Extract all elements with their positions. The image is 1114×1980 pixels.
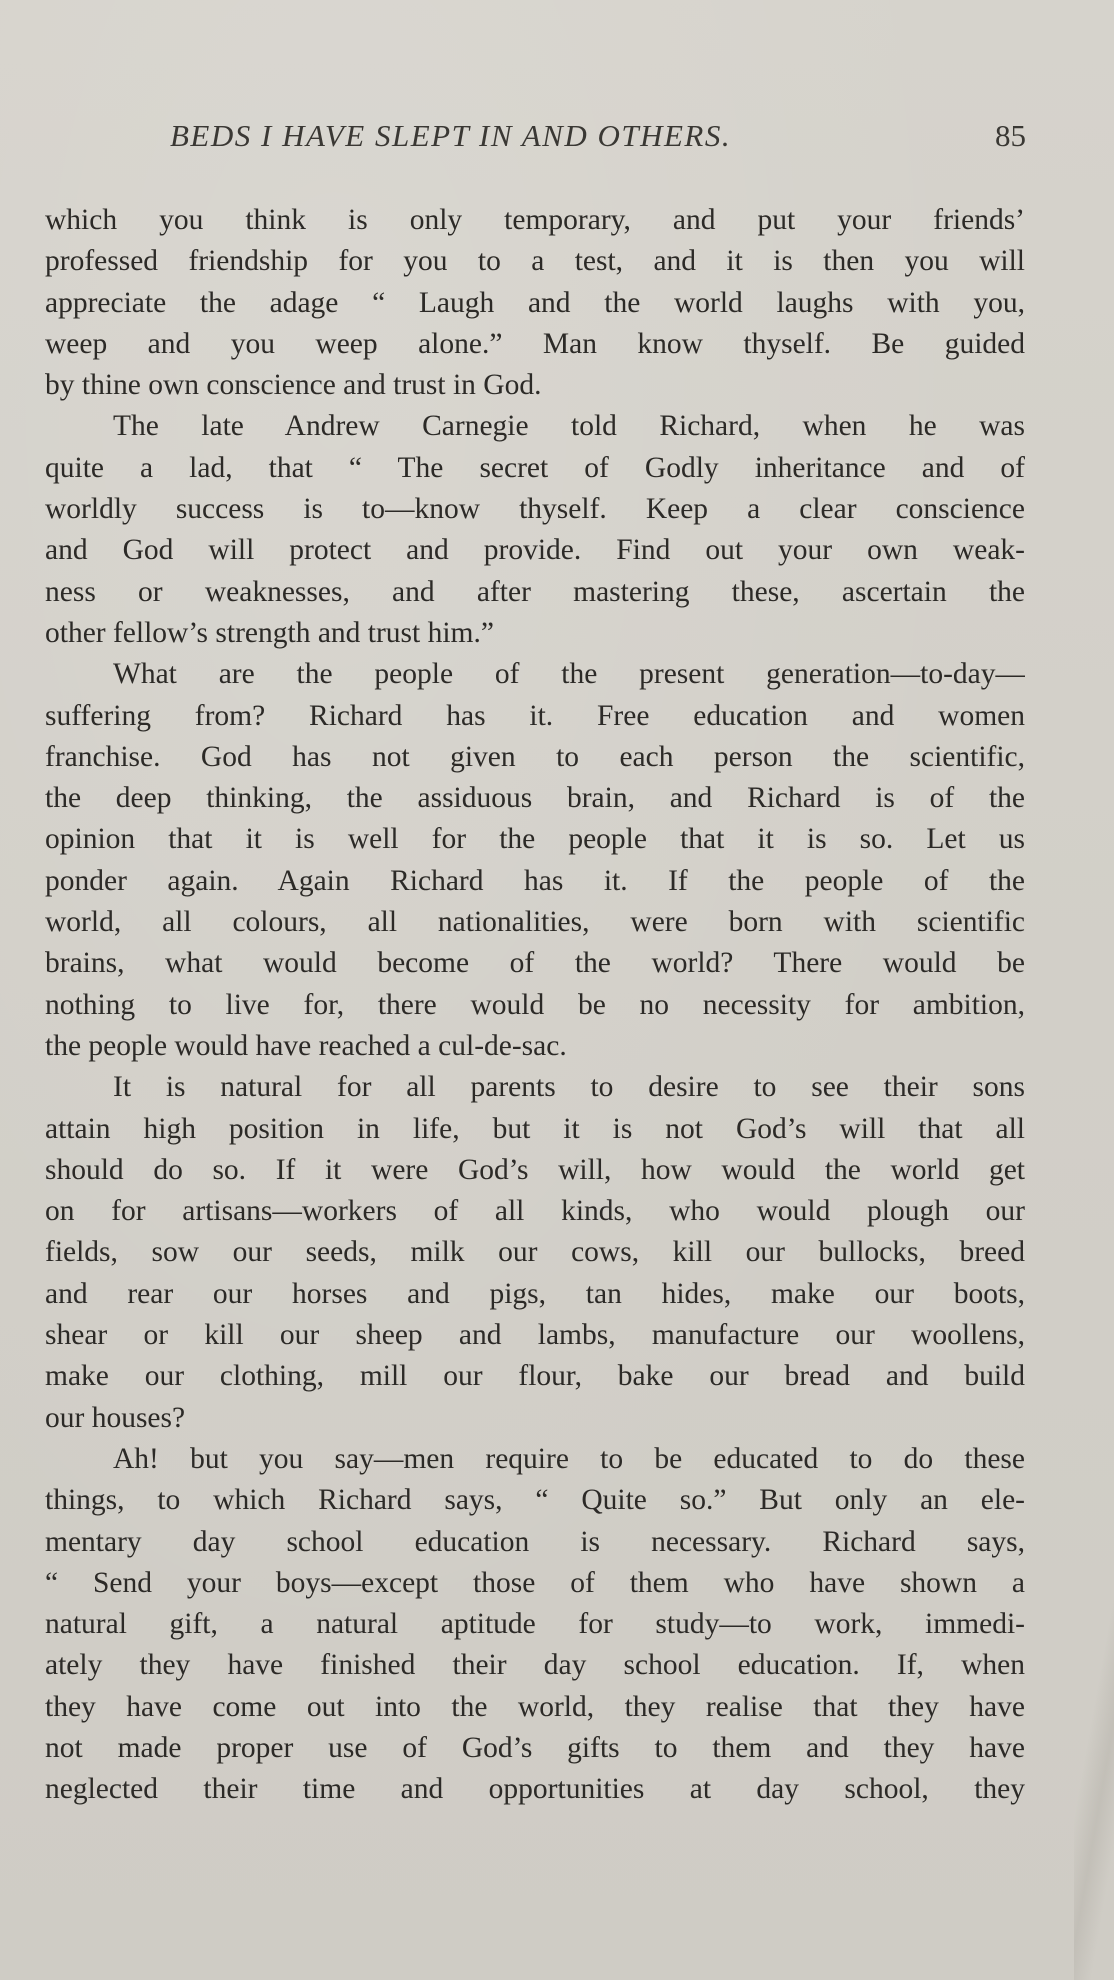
text-line: weep and you weep alone.” Man know thyself. Be guided — [45, 327, 1025, 360]
text-line: ness or weaknesses, and after mastering these, ascertain the — [45, 575, 1025, 608]
text-line: brains, what would become of the world? There would be — [45, 947, 1025, 980]
text-line: the people would have reached a cul-de-sac. — [45, 1029, 567, 1062]
text-line: other fellow’s strength and trust him.” — [45, 616, 494, 649]
text-line: on for artisans—workers of all kinds, who would plough our — [45, 1195, 1025, 1228]
text-line: worldly success is to—know thyself. Keep a clear conscience — [45, 493, 1025, 526]
text-line: quite a lad, that “ The secret of Godly inheritance and of — [45, 451, 1025, 484]
text-line: The late Andrew Carnegie told Richard, when he was — [113, 410, 1025, 443]
text-line: which you think is only temporary, and put your friends’ — [45, 204, 1025, 236]
text-line: attain high position in life, but it is not God’s will that all — [45, 1112, 1025, 1145]
text-line: neglected their time and opportunities at day school, they — [45, 1773, 1025, 1806]
text-line: fields, sow our seeds, milk our cows, kill our bullocks, breed — [45, 1236, 1025, 1269]
text-line: and God will protect and provide. Find out your own weak- — [45, 534, 1025, 567]
text-line: by thine own conscience and trust in God. — [45, 369, 542, 402]
text-line: things, to which Richard says, “ Quite so.” But only an ele- — [45, 1484, 1025, 1517]
text-line: should do so. If it were God’s will, how would the world get — [45, 1153, 1025, 1186]
text-line: natural gift, a natural aptitude for study—to work, immedi- — [45, 1608, 1025, 1641]
text-line: It is natural for all parents to desire to see their sons — [113, 1071, 1025, 1104]
page-number: 85 — [995, 118, 1026, 153]
text-line: What are the people of the present generation—to-day— — [113, 658, 1025, 691]
text-line: they have come out into the world, they realise that they have — [45, 1690, 1025, 1723]
text-line: mentary day school education is necessary. Richard says, — [45, 1525, 1025, 1558]
text-line: make our clothing, mill our flour, bake our bread and build — [45, 1360, 1025, 1393]
text-line: not made proper use of God’s gifts to them and they have — [45, 1731, 1025, 1764]
text-line: “ Send your boys—except those of them who have shown a — [45, 1566, 1025, 1599]
text-line: opinion that it is well for the people that it is so. Let us — [45, 823, 1025, 856]
text-line: franchise. God has not given to each person the scientific, — [45, 740, 1025, 773]
text-line: suffering from? Richard has it. Free education and women — [45, 699, 1025, 732]
text-line: appreciate the adage “ Laugh and the world laughs with you, — [45, 286, 1025, 319]
text-line: nothing to live for, there would be no necessity for ambition, — [45, 988, 1025, 1021]
text-line: world, all colours, all nationalities, were born with scientific — [45, 906, 1025, 939]
text-line: professed friendship for you to a test, and it is then you will — [45, 245, 1025, 278]
text-line: shear or kill our sheep and lambs, manufacture our woollens, — [45, 1319, 1025, 1352]
running-head — [0, 118, 1114, 158]
text-line: ponder again. Again Richard has it. If the people of the — [45, 864, 1025, 897]
page-edge-shadow — [1074, 1560, 1114, 1980]
text-line: our houses? — [45, 1401, 186, 1434]
text-line: Ah! but you say—men require to be educated to do these — [113, 1442, 1025, 1475]
text-line: and rear our horses and pigs, tan hides, make our boots, — [45, 1277, 1025, 1310]
body-text — [45, 200, 1025, 1811]
text-line: ately they have finished their day school education. If, when — [45, 1649, 1025, 1682]
text-line: the deep thinking, the assiduous brain, and Richard is of the — [45, 782, 1025, 815]
running-title: BEDS I HAVE SLEPT IN AND OTHERS. — [170, 118, 732, 153]
